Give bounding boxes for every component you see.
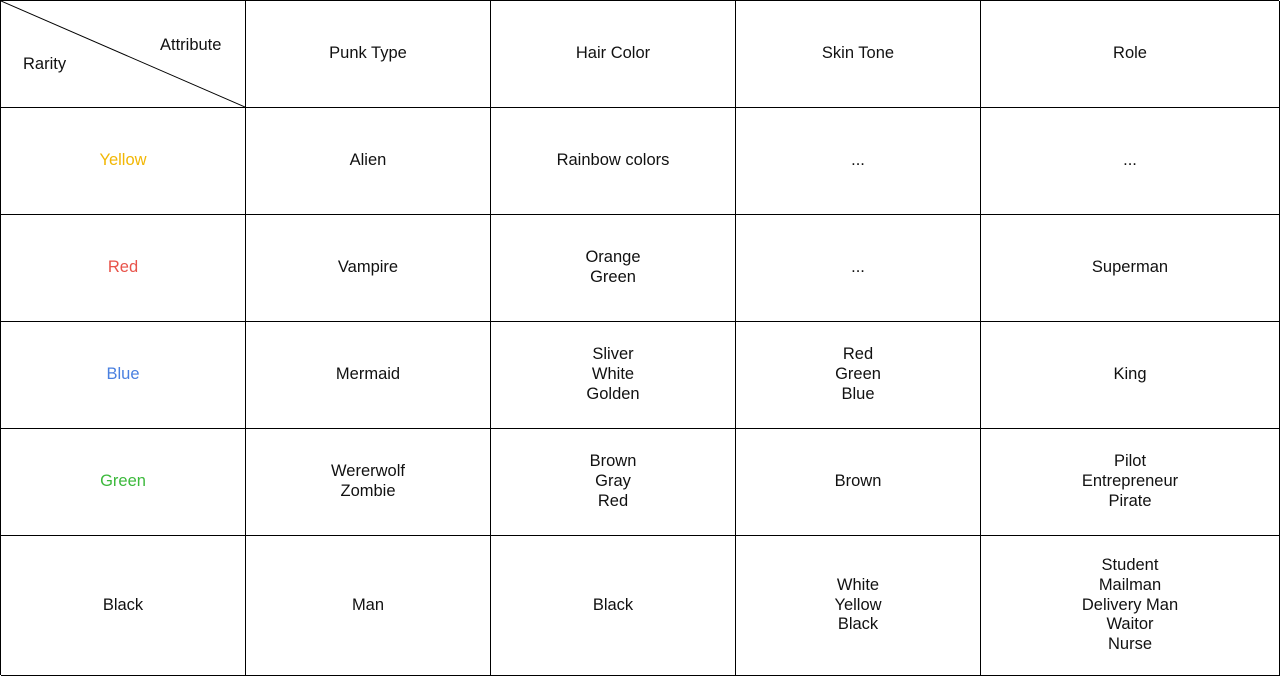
punk-type-value: Alien <box>349 151 387 170</box>
skin-tone-cell <box>736 322 981 429</box>
rarity-cell: Green <box>1 429 246 536</box>
column-header-hair-color: Hair Color <box>491 1 736 108</box>
punk-type-value: Vampire <box>337 258 399 277</box>
skin-tone-value: ... <box>851 151 865 170</box>
punk-type-value: Man <box>351 595 385 614</box>
rarity-cell: Red <box>1 215 246 322</box>
punk-type-cell <box>246 215 491 322</box>
skin-tone-value: Blue <box>841 384 875 403</box>
column-header-role: Role <box>981 1 1280 108</box>
punk-type-value: Mermaid <box>335 365 401 384</box>
rarity-cell: Yellow <box>1 108 246 215</box>
hair-color-value: Sliver <box>592 345 634 364</box>
role-value: Entrepreneur <box>1081 472 1179 491</box>
rarity-cell: Black <box>1 536 246 676</box>
hair-color-value: Golden <box>586 384 640 403</box>
punk-type-value: Wererwolf <box>331 462 405 481</box>
skin-tone-value: White <box>836 575 880 594</box>
hair-color-cell <box>491 536 736 676</box>
hair-color-value: Gray <box>595 472 631 491</box>
hair-color-cell <box>491 215 736 322</box>
skin-tone-cell <box>736 429 981 536</box>
punk-type-cell <box>246 536 491 676</box>
role-value: Pilot <box>1113 452 1147 471</box>
hair-color-cell <box>491 108 736 215</box>
hair-color-value: Red <box>597 491 629 510</box>
hair-color-value: Green <box>590 268 636 286</box>
role-cell <box>981 215 1280 322</box>
corner-header-cell <box>1 1 246 108</box>
hair-color-cell <box>491 322 736 429</box>
hair-color-value: Rainbow colors <box>556 151 670 170</box>
skin-tone-value: ... <box>851 258 865 277</box>
skin-tone-cell <box>736 536 981 676</box>
punk-type-cell <box>246 429 491 536</box>
rarity-label: Rarity <box>23 55 67 73</box>
punk-type-cell <box>246 108 491 215</box>
role-value: Delivery Man <box>1081 595 1179 614</box>
role-value: Pirate <box>1108 491 1152 510</box>
skin-tone-cell <box>736 108 981 215</box>
role-value: Mailman <box>1098 575 1162 594</box>
column-header-punk-type: Punk Type <box>246 1 491 108</box>
role-cell <box>981 108 1280 215</box>
skin-tone-value: Red <box>842 345 874 364</box>
hair-color-value: Black <box>592 595 634 614</box>
hair-color-value: Brown <box>589 452 637 471</box>
role-cell <box>981 322 1280 429</box>
role-value: King <box>1113 365 1147 384</box>
role-value: Waitor <box>1106 615 1154 634</box>
role-cell <box>981 536 1280 676</box>
skin-tone-value: Green <box>835 365 881 384</box>
skin-tone-value: Black <box>837 615 879 634</box>
column-header-skin-tone: Skin Tone <box>736 1 981 108</box>
punk-type-value: Zombie <box>340 482 396 500</box>
role-value: Student <box>1101 556 1159 574</box>
role-value: ... <box>1123 151 1137 170</box>
hair-color-cell <box>491 429 736 536</box>
role-cell <box>981 429 1280 536</box>
role-value: Nurse <box>1107 635 1152 654</box>
skin-tone-value: Yellow <box>834 595 882 614</box>
hair-color-value: White <box>591 365 635 384</box>
skin-tone-value: Brown <box>834 472 882 491</box>
punk-type-cell <box>246 322 491 429</box>
hair-color-value: Orange <box>585 248 641 267</box>
skin-tone-cell <box>736 215 981 322</box>
rarity-cell: Blue <box>1 322 246 429</box>
role-value: Superman <box>1091 258 1169 277</box>
attribute-label: Attribute <box>160 36 222 54</box>
